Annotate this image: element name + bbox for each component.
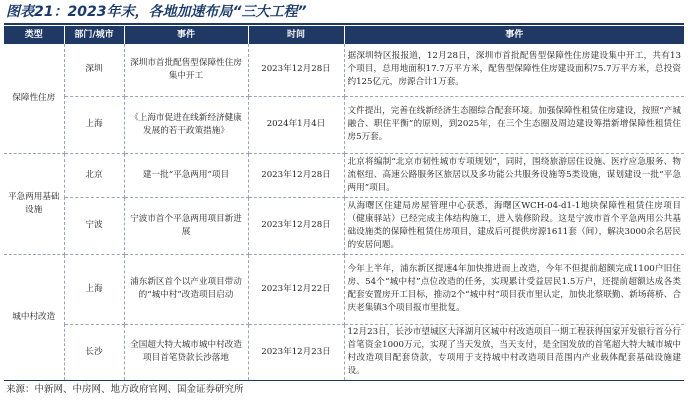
header-date: 时间 bbox=[248, 26, 344, 44]
city-cell: 深圳 bbox=[64, 44, 124, 96]
city-cell: 长沙 bbox=[64, 324, 124, 380]
city-cell: 北京 bbox=[64, 153, 124, 197]
project-cell: 深圳市首批配售型保障性住房集中开工 bbox=[124, 44, 248, 96]
table-row bbox=[4, 324, 684, 380]
category-cell: 城中村改造 bbox=[4, 254, 64, 380]
table-header-row bbox=[4, 26, 684, 44]
city-cell: 上海 bbox=[64, 96, 124, 153]
event-cell: 从海曙区住建局房屋管理中心获悉，海曙区WCH-04-d1-1地块保障性租赁住房项目（健康驿站）已经完成主体结构施工，进入装修阶段。这是宁波市首个平急两用公共基础设施类的保障性租赁住房项目，建成后可提供房源1611套（间），解决3000余名居民的安居问题。 bbox=[344, 197, 684, 254]
date-cell: 2023年12月28日 bbox=[248, 153, 344, 197]
table-row bbox=[4, 197, 684, 254]
date-cell: 2023年12月22日 bbox=[248, 254, 344, 324]
event-cell: 北京将编制“北京市韧性城市专项规划”，同时，围绕旅游居住设施、医疗应急服务、物流枢纽、高速公路服务区旅居以及多功能公共服务设施等5类设施，谋划建设一批“平急两用”项目。 bbox=[344, 153, 684, 197]
city-cell: 宁波 bbox=[64, 197, 124, 254]
project-cell: 浦东新区首个以产业项目带动的“城中村”改造项目启动 bbox=[124, 254, 248, 324]
header-city: 部门/城市 bbox=[64, 26, 124, 44]
title-divider bbox=[4, 23, 684, 25]
figure-title: 图表21：2023年末，各地加速布局“三大工程” bbox=[6, 4, 307, 20]
header-event: 事件 bbox=[344, 26, 684, 44]
date-cell: 2023年12月23日 bbox=[248, 324, 344, 380]
event-cell: 文件提出，完善在线新经济生态圈综合配套环境。加强保障性租赁住房建设，按照“产城融合、职住平衡”的原则，到2025年，在三个生态圈及周边建设筹措新增保障性租赁住房5万套。 bbox=[344, 96, 684, 153]
table-row bbox=[4, 254, 684, 324]
category-cell: 平急两用基础设施 bbox=[4, 153, 64, 254]
project-cell: 全国超大特大城市城中村改造项目首笔贷款长沙落地 bbox=[124, 324, 248, 380]
header-category: 类型 bbox=[4, 26, 64, 44]
event-cell: 据深圳特区报报道，12月28日，深圳市首批配售型保障性住房建设集中开工，共有13个项目，总用地面积17.7万平方米，配售型保障性住房建设面积75.7万平方米，总投资约125亿元，房源合计1万套。 bbox=[344, 44, 684, 96]
table-row bbox=[4, 44, 684, 96]
category-cell: 保障性住房 bbox=[4, 44, 64, 153]
header-project: 事件 bbox=[124, 26, 248, 44]
table-row bbox=[4, 96, 684, 153]
project-cell: 建一批“平急两用”项目 bbox=[124, 153, 248, 197]
source-note: 来源：中新网、中房网、地方政府官网、国金证券研究所 bbox=[6, 384, 244, 395]
event-cell: 今年上半年，浦东新区提速4年加快推进而上改造，今年不但提前超额完成1100户旧住房、54个“城中村”点位改造的任务，实现累计受益居民1.5万户，还提前超额达成各类配套安置房开工目标，推动2个“城中村”项目获市里认定，加快北蔡联勤、新场蒋桥、合庆老集镇3个项目报市里批复。 bbox=[344, 254, 684, 324]
date-cell: 2023年12月28日 bbox=[248, 44, 344, 96]
date-cell: 2024年1月4日 bbox=[248, 96, 344, 153]
project-cell: 《上海市促进在线新经济健康发展的若干政策措施》 bbox=[124, 96, 248, 153]
date-cell: 2023年12月28日 bbox=[248, 197, 344, 254]
city-cell: 上海 bbox=[64, 254, 124, 324]
table-row bbox=[4, 153, 684, 197]
events-table bbox=[4, 26, 684, 381]
project-cell: 宁波市首个平急两用项目新进展 bbox=[124, 197, 248, 254]
event-cell: 12月23日，长沙市望城区大泽湖月区城中村改造项目一期工程获得国家开发银行首分行首笔资金1000万元，实现了当天发放，当天支付，是全国发放的首笔超大特大城市城中村改造项目配套贷款，专项用于支持城中村改造项目范围内产业载体配套基础设施建设。 bbox=[344, 324, 684, 380]
